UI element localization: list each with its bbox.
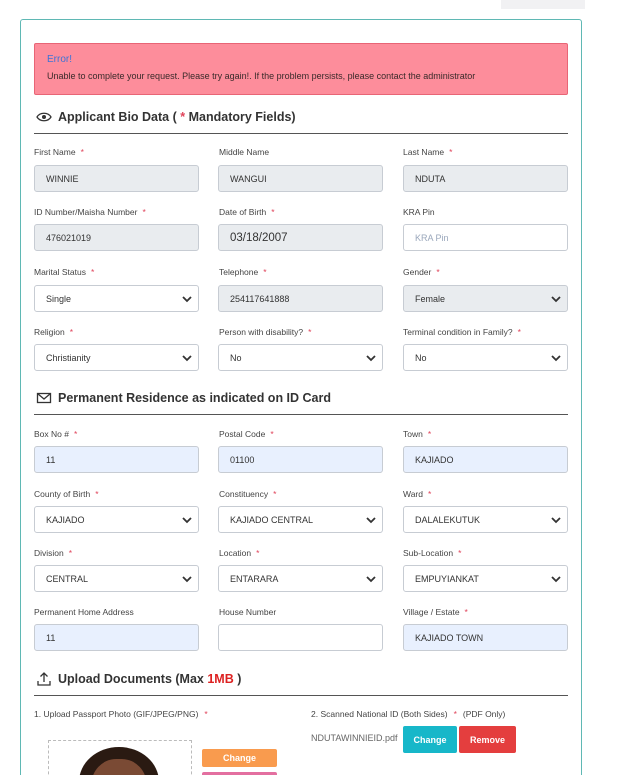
chevron-down-icon: [550, 515, 562, 525]
bio-section-title: Applicant Bio Data ( * Mandatory Fields): [58, 110, 296, 124]
telephone-label: Telephone *: [219, 267, 267, 277]
constituency-label: Constituency *: [219, 489, 277, 499]
envelope-icon: [36, 390, 52, 406]
division-label: Division *: [34, 548, 73, 558]
first-name-field[interactable]: WINNIE: [34, 165, 199, 192]
chevron-down-icon: [550, 353, 562, 363]
dob-label: Date of Birth *: [219, 207, 275, 217]
terminal-condition-select[interactable]: No: [403, 344, 568, 371]
ward-label: Ward *: [403, 489, 432, 499]
sublocation-label: Sub-Location *: [403, 548, 462, 558]
residence-section-header: [34, 389, 568, 409]
chevron-down-icon: [181, 515, 193, 525]
disability-select[interactable]: No: [218, 344, 383, 371]
alert-message: Unable to complete your request. Please try again!. If the problem persists, please contact the administrator: [47, 71, 476, 81]
bio-section-header: [34, 108, 568, 128]
chevron-down-icon: [181, 353, 193, 363]
sublocation-select[interactable]: EMPUYIANKAT: [403, 565, 568, 592]
middle-name-label: Middle Name: [219, 147, 270, 157]
chevron-down-icon: [181, 294, 193, 304]
division-select[interactable]: CENTRAL: [34, 565, 199, 592]
religion-select[interactable]: Christianity: [34, 344, 199, 371]
chevron-down-icon: [365, 353, 377, 363]
upload-section-header: [34, 670, 568, 690]
chevron-down-icon: [365, 515, 377, 525]
kra-pin-input[interactable]: KRA Pin: [403, 224, 568, 251]
disability-label: Person with disability? *: [219, 327, 312, 337]
location-label: Location *: [219, 548, 260, 558]
middle-name-field[interactable]: WANGUI: [218, 165, 383, 192]
national-id-upload-label: 2. Scanned National ID (Both Sides) * (PDF Only): [311, 709, 506, 719]
marital-status-select[interactable]: Single: [34, 285, 199, 312]
village-input[interactable]: KAJIADO TOWN: [403, 624, 568, 651]
house-number-label: House Number: [219, 607, 277, 617]
eye-icon: [36, 109, 52, 125]
alert-title: Error!: [47, 54, 72, 65]
gender-label: Gender *: [403, 267, 440, 277]
county-select[interactable]: KAJIADO: [34, 506, 199, 533]
change-photo-button[interactable]: Change: [202, 749, 277, 767]
chevron-down-icon: [365, 574, 377, 584]
last-name-label: Last Name *: [403, 147, 453, 157]
remove-id-button[interactable]: Remove: [459, 726, 516, 753]
id-file-name: NDUTAWINNIEID.pdf: [311, 733, 398, 743]
chevron-down-icon: [550, 574, 562, 584]
home-address-input[interactable]: 11: [34, 624, 199, 651]
county-label: County of Birth *: [34, 489, 99, 499]
change-id-button[interactable]: Change: [403, 726, 457, 753]
house-number-input[interactable]: [218, 624, 383, 651]
postal-code-input[interactable]: 01100: [218, 446, 383, 473]
ward-select[interactable]: DALALEKUTUK: [403, 506, 568, 533]
marital-label: Marital Status *: [34, 267, 95, 277]
box-label: Box No # *: [34, 429, 78, 439]
religion-label: Religion *: [34, 327, 74, 337]
gender-select[interactable]: Female: [403, 285, 568, 312]
dob-field[interactable]: 03/18/2007: [218, 224, 383, 251]
top-tab[interactable]: [501, 0, 585, 9]
chevron-down-icon: [181, 574, 193, 584]
error-alert: [34, 43, 568, 95]
home-address-label: Permanent Home Address: [34, 607, 134, 617]
village-label: Village / Estate *: [403, 607, 468, 617]
id-number-label: ID Number/Maisha Number *: [34, 207, 146, 217]
location-select[interactable]: ENTARARA: [218, 565, 383, 592]
telephone-field[interactable]: 254117641888: [218, 285, 383, 312]
passport-upload-label: 1. Upload Passport Photo (GIF/JPEG/PNG) *: [34, 709, 208, 719]
box-input[interactable]: 11: [34, 446, 199, 473]
passport-photo-preview: [48, 740, 192, 775]
id-number-field[interactable]: 476021019: [34, 224, 199, 251]
upload-icon: [36, 671, 52, 687]
last-name-field[interactable]: NDUTA: [403, 165, 568, 192]
town-label: Town *: [403, 429, 432, 439]
chevron-down-icon: [550, 294, 562, 304]
town-input[interactable]: KAJIADO: [403, 446, 568, 473]
terminal-label: Terminal condition in Family? *: [403, 327, 521, 337]
first-name-label: First Name *: [34, 147, 84, 157]
postal-label: Postal Code *: [219, 429, 274, 439]
residence-section-title: Permanent Residence as indicated on ID Card: [58, 391, 331, 405]
constituency-select[interactable]: KAJIADO CENTRAL: [218, 506, 383, 533]
upload-section-title: Upload Documents (Max 1MB ): [58, 672, 242, 686]
kra-label: KRA Pin: [403, 207, 435, 217]
